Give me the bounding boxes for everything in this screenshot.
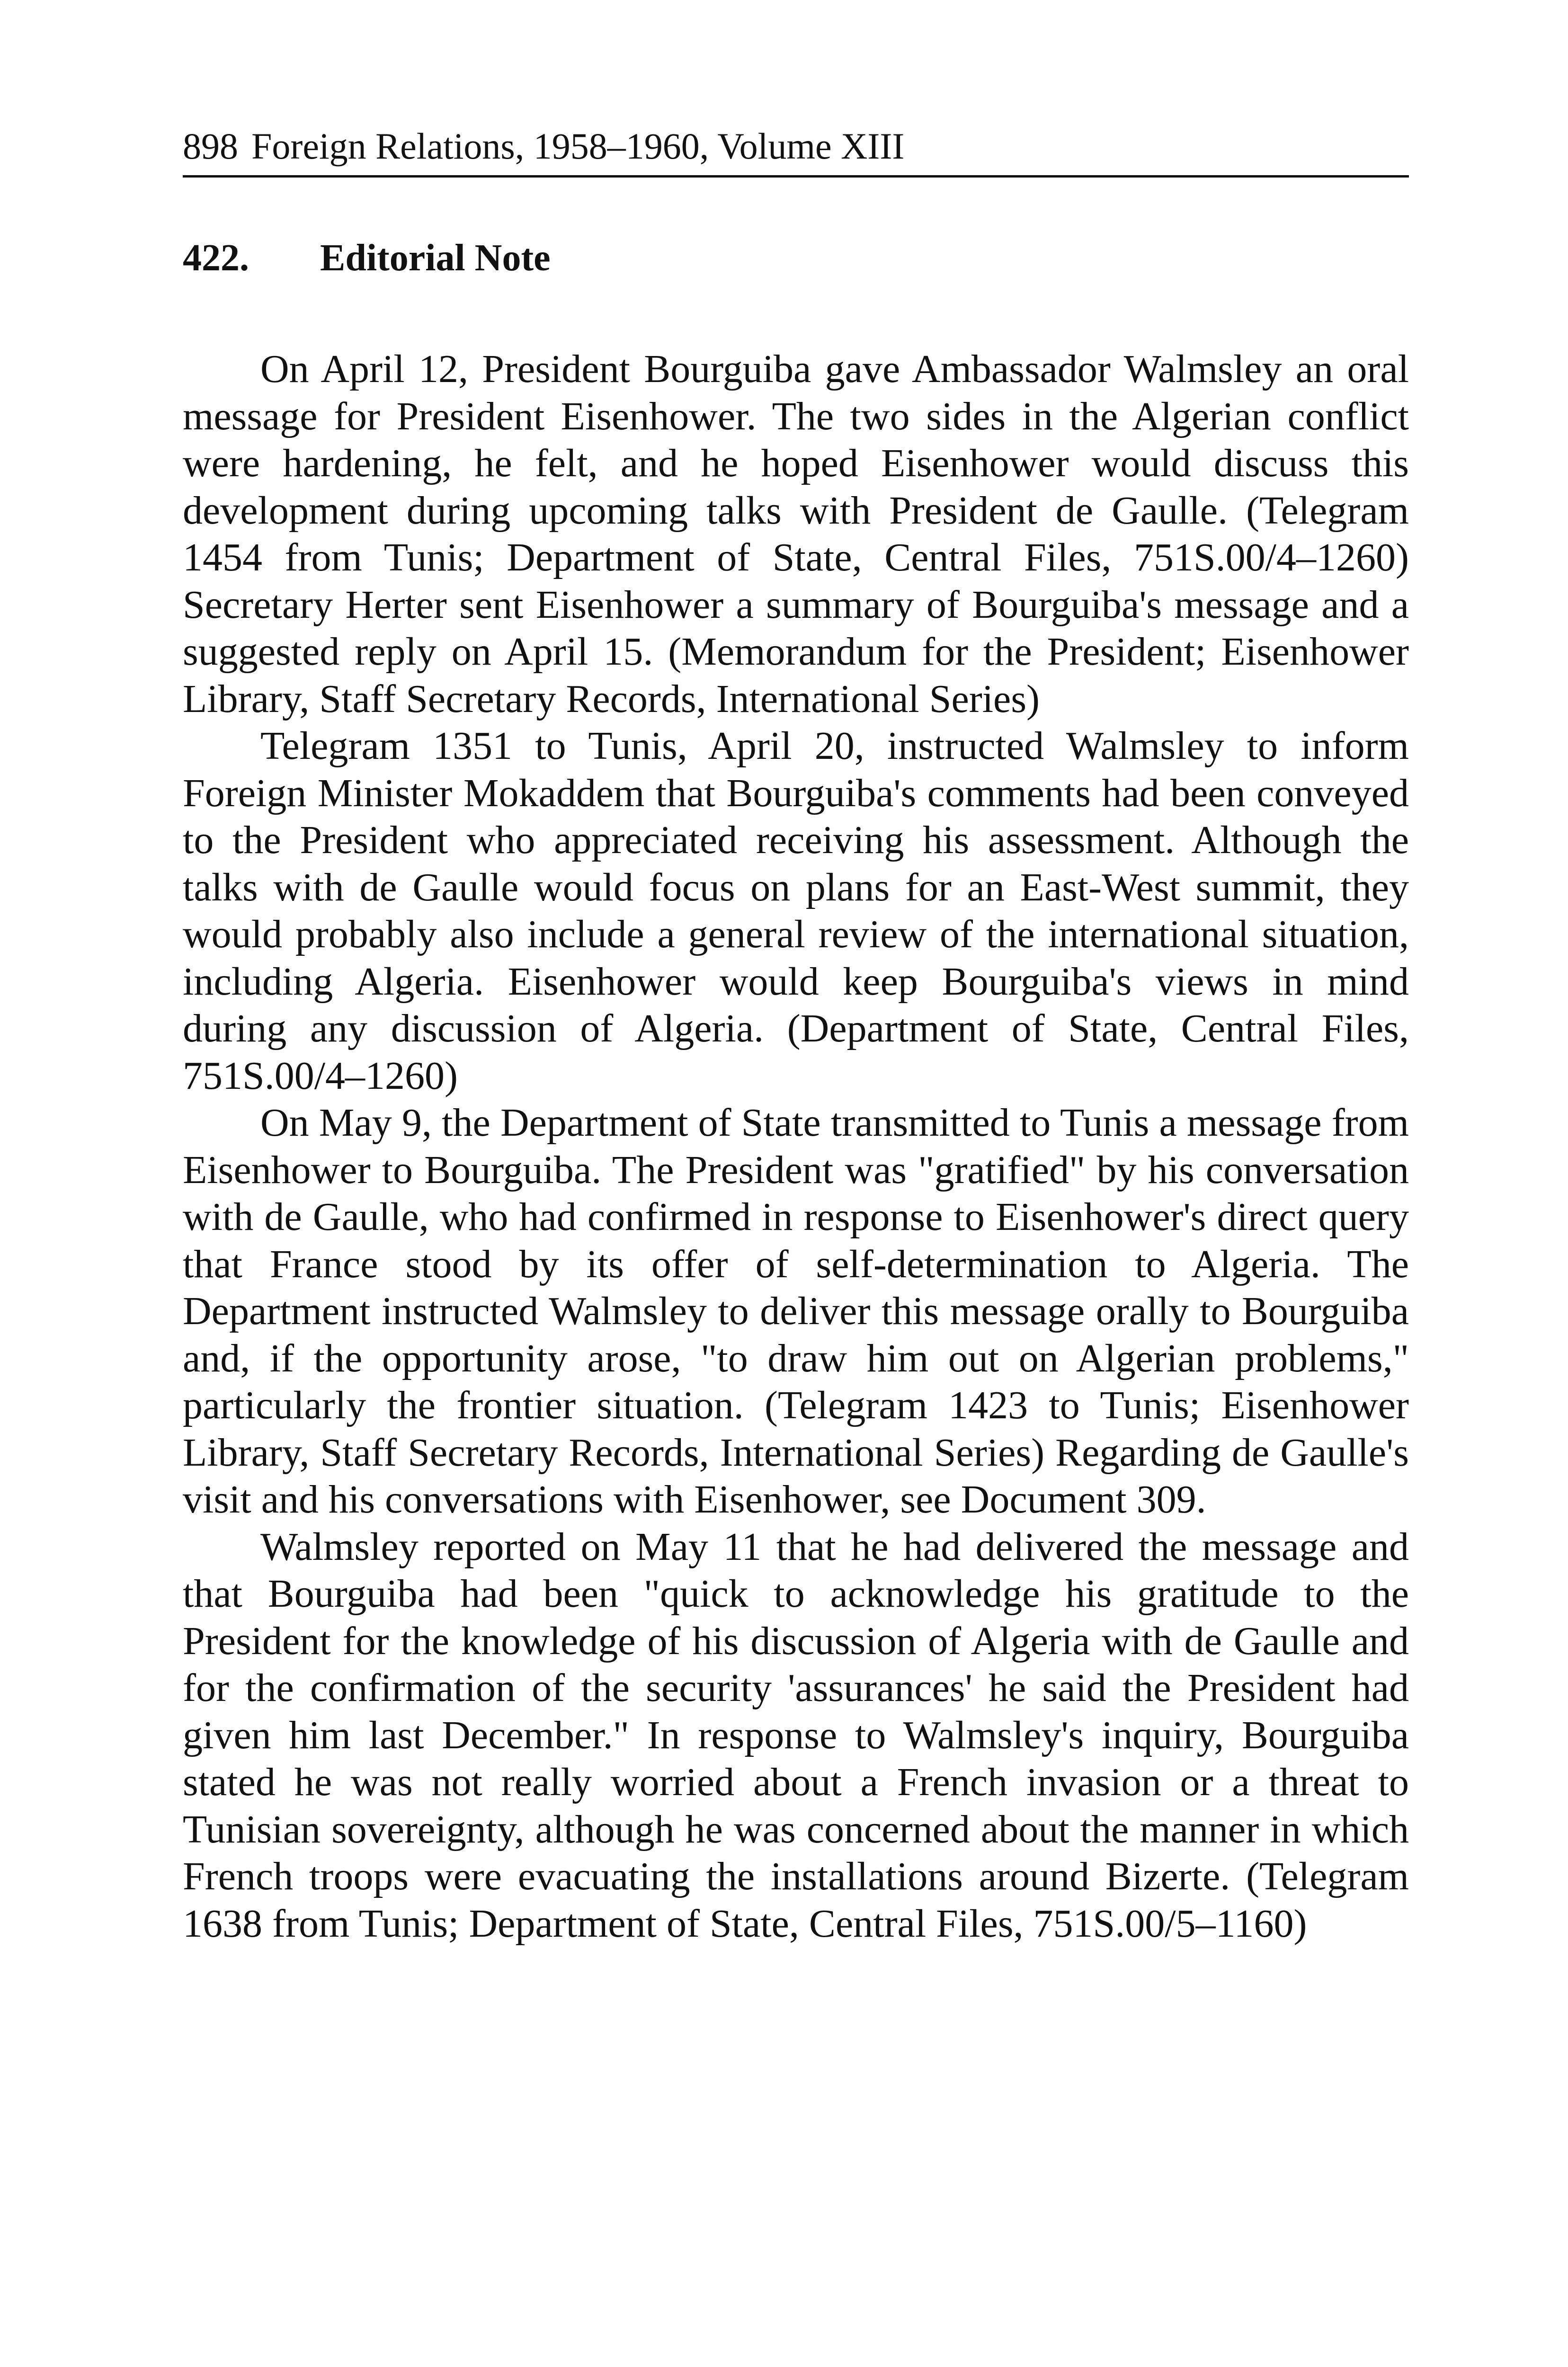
document-page (183, 125, 1409, 1947)
running-title: Foreign Relations, 1958–1960, Volume XIII (251, 125, 905, 167)
document-number: 422. (183, 237, 249, 279)
paragraph: Walmsley reported on May 11 that he had delivered the message and that Bourguiba had been "quick to acknowledge his gratitude to the President for the knowledge of his discussion of Algeria with de Gaulle and for the confirmation of the security 'assurances' he said the President had given him last December." In response to Walmsley's inquiry, Bourguiba stated he was not really worried about a French invasion or a threat to Tunisian sovereignty, although he was concerned about the manner in which French troops were evacuating the installations around Bizerte. (Telegram 1638 from Tunis; Department of State, Central Files, 751S.00/5–1160) (183, 1524, 1409, 1946)
page-number: 898 (183, 125, 238, 167)
paragraph: On May 9, the Department of State transmitted to Tunis a message from Eisenhower to Bourguiba. The President was "gratified" by his conversation with de Gaulle, who had confirmed in response to Eisenhower's direct query that France stood by its offer of self-determination to Algeria. The Department instructed Walmsley to deliver this message orally to Bourguiba and, if the opportunity arose, "to draw him out on Algerian problems," particularly the frontier situation. (Telegram 1423 to Tunis; Eisenhower Library, Staff Secretary Records, International Series) Regarding de Gaulle's visit and his conversations with Eisenhower, see Document 309. (183, 1101, 1409, 1522)
document-heading (183, 239, 1409, 277)
document-title: Editorial Note (320, 237, 551, 279)
body-text (183, 346, 1409, 1947)
paragraph: On April 12, President Bourguiba gave Ambassador Walmsley an oral message for President Eisenhower. The two sides in the Algerian conflict were hardening, he felt, and he hoped Eisenhower would discuss this development during upcoming talks with President de Gaulle. (Telegram 1454 from Tunis; Department of State, Central Files, 751S.00/4–1260) Secretary Herter sent Eisenhower a summary of Bourguiba's message and a suggested reply on April 15. (Memorandum for the President; Eisenhower Library, Staff Secretary Records, International Series) (183, 347, 1409, 721)
paragraph: Telegram 1351 to Tunis, April 20, instructed Walmsley to inform Foreign Minister Mokaddem that Bourguiba's comments had been conveyed to the President who appreciated receiving his assessment. Although the talks with de Gaulle would focus on plans for an East-West summit, they would probably also include a general review of the international situation, including Algeria. Eisenhower would keep Bourguiba's views in mind during any discussion of Algeria. (Department of State, Central Files, 751S.00/4–1260) (183, 724, 1409, 1098)
running-header (183, 125, 1409, 178)
